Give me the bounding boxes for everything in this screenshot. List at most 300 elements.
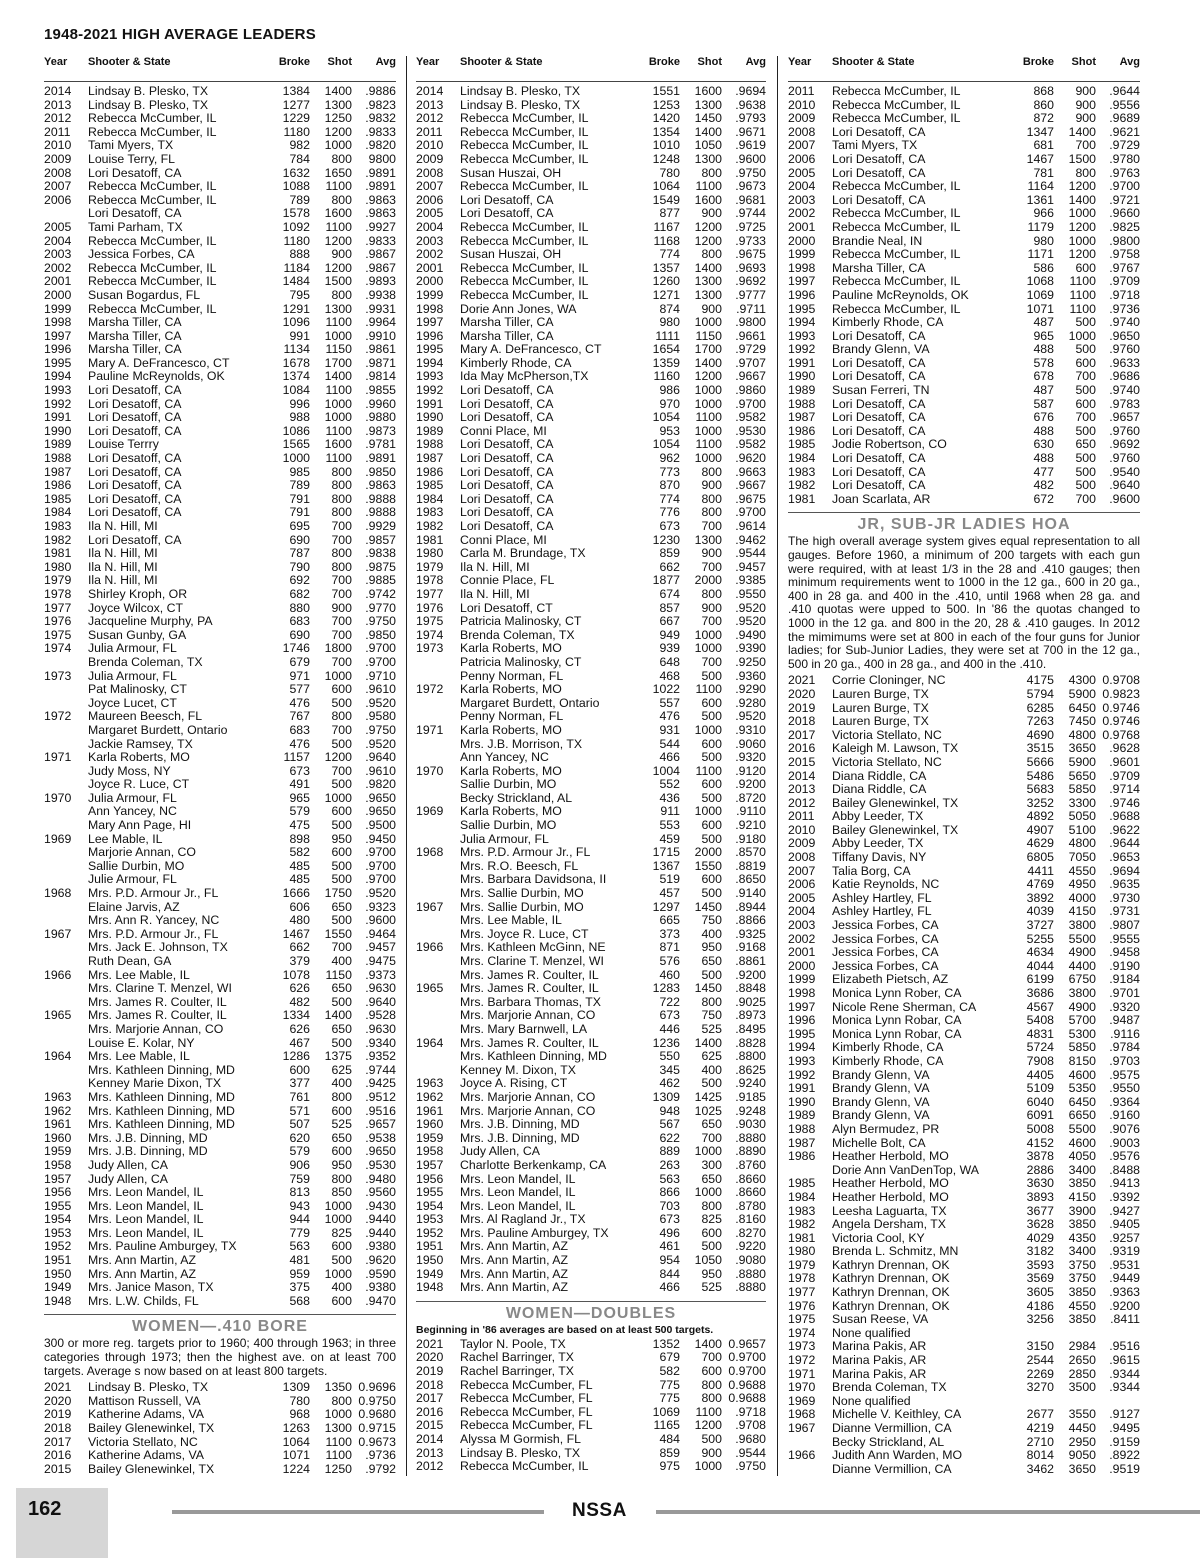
cell-shooter: Mrs. James R. Coulter, IL — [460, 1036, 599, 1050]
table-row — [788, 1191, 1140, 1205]
cell-avg: .9960 — [365, 397, 396, 411]
cell-year: 1978 — [44, 587, 72, 601]
cell-shooter: Mary A. DeFrancesco, CT — [460, 343, 602, 357]
cell-avg: .9888 — [365, 492, 396, 506]
cell-year: 2011 — [788, 810, 815, 824]
cell-year: 1990 — [788, 370, 816, 384]
table-row — [44, 1009, 396, 1023]
cell-year: 1984 — [788, 1190, 816, 1204]
cell-shot: 7450 — [1068, 715, 1096, 729]
cell-broke: 683 — [289, 615, 310, 629]
cell-shot: 500 — [1075, 384, 1096, 398]
table-row — [416, 1200, 766, 1214]
cell-shooter: Jessica Forbes, CA — [832, 919, 939, 933]
cell-year: 1989 — [788, 1109, 816, 1123]
cell-year: 1978 — [416, 574, 444, 588]
cell-shooter: Taylor N. Poole, TX — [460, 1337, 566, 1351]
cell-broke: 3252 — [1026, 796, 1054, 810]
cell-avg: .9290 — [735, 683, 766, 697]
table-row — [416, 1118, 766, 1132]
cell-shooter: Rebecca McCumber, IL — [460, 261, 589, 275]
cell-year: 2004 — [44, 234, 72, 248]
table-row — [788, 316, 1140, 330]
table-row — [44, 112, 396, 126]
table-header: Year Shooter & State Broke Shot Avg — [788, 56, 1140, 68]
cell-broke: 4039 — [1026, 905, 1054, 919]
cell-avg: .9600 — [1109, 492, 1140, 506]
cell-shot: 500 — [1075, 424, 1096, 438]
cell-shooter: Rebecca McCumber, IL — [460, 234, 589, 248]
table-row — [788, 1096, 1140, 1110]
cell-avg: .9708 — [735, 1419, 766, 1433]
cell-shot: 800 — [331, 288, 352, 302]
cell-shot: 1050 — [694, 139, 722, 153]
table-row — [44, 792, 396, 806]
cell-broke: 695 — [289, 520, 310, 533]
cell-avg: .9325 — [735, 927, 766, 941]
table-row — [44, 1254, 396, 1268]
cell-avg: .9736 — [365, 1449, 396, 1463]
cell-year: 1958 — [44, 1158, 72, 1172]
cell-broke: 1309 — [652, 1090, 680, 1104]
cell-shot: 6450 — [1068, 701, 1096, 715]
cell-broke: 4186 — [1026, 1299, 1054, 1313]
cell-year: 1996 — [788, 1014, 816, 1028]
table-row — [44, 1118, 396, 1132]
cell-shooter: Monica Lynn Robar, CA — [832, 1027, 962, 1041]
cell-year: 1954 — [44, 1213, 72, 1227]
cell-avg: .9210 — [735, 819, 766, 833]
cell-broke: 446 — [659, 1022, 680, 1036]
cell-shot: 1100 — [1069, 275, 1096, 289]
cell-year: 2020 — [44, 1394, 72, 1408]
cell-shooter: Charlotte Berkenkamp, CA — [460, 1158, 607, 1172]
cell-shooter: Jackie Ramsey, TX — [88, 737, 193, 751]
table-row — [788, 180, 1140, 194]
cell-avg: .9538 — [365, 1131, 396, 1145]
section-note: Beginning in '86 averages are based on at least 500 targets. — [416, 1323, 714, 1336]
cell-year: 2017 — [44, 1435, 72, 1449]
cell-shooter: Tami Parham, TX — [88, 220, 183, 234]
cell-avg: .9700 — [365, 873, 396, 887]
cell-year: 1948 — [416, 1281, 444, 1295]
cell-avg: .9653 — [1109, 851, 1140, 865]
cell-avg: .9615 — [1109, 1354, 1140, 1368]
cell-year: 2004 — [788, 180, 816, 194]
cell-shooter: Karla Roberts, MO — [460, 683, 562, 697]
table-row — [788, 1286, 1140, 1300]
table-row — [44, 928, 396, 942]
cell-shot: 650 — [331, 982, 352, 996]
cell-broke: 467 — [289, 1036, 310, 1050]
cell-year: 1970 — [44, 791, 72, 805]
table-row — [788, 987, 1140, 1001]
cell-shot: 500 — [1075, 479, 1096, 493]
table-row — [416, 656, 766, 670]
cell-year: 1968 — [788, 1408, 816, 1422]
cell-shot: 700 — [701, 520, 722, 533]
cell-shot: 1450 — [694, 982, 722, 996]
cell-shooter: None qualified — [832, 1326, 911, 1340]
cell-shooter: Judy Allen, CA — [88, 1158, 168, 1172]
cell-year: 1997 — [788, 1000, 816, 1014]
cell-broke: 6805 — [1026, 851, 1054, 865]
cell-year — [416, 1050, 460, 1064]
cell-broke: 482 — [1033, 479, 1054, 493]
cell-avg: .9458 — [1109, 946, 1140, 960]
table-row — [788, 1408, 1140, 1422]
cell-shot: 800 — [701, 1378, 722, 1392]
cell-avg: .9530 — [735, 424, 766, 438]
cell-year: 2002 — [788, 207, 816, 221]
cell-shooter: Mary Ann Page, HI — [88, 819, 192, 833]
cell-shooter: Ila N. Hill, MI — [460, 560, 530, 574]
cell-year — [416, 914, 460, 928]
cell-shooter: Brandie Neal, IN — [832, 234, 923, 248]
cell-shooter: Becky Strickland, AL — [832, 1435, 945, 1449]
leaders-table-col3 — [788, 85, 1140, 506]
cell-avg: .9380 — [365, 1240, 396, 1254]
cell-broke: 662 — [289, 941, 310, 955]
cell-broke: 5724 — [1026, 1041, 1054, 1055]
cell-shot: 1400 — [694, 261, 722, 275]
cell-shot: 625 — [701, 1050, 722, 1064]
cell-year: 1987 — [788, 411, 816, 425]
cell-shooter: Rebecca McCumber, IL — [88, 125, 217, 139]
cell-year: 2019 — [788, 701, 816, 715]
cell-year: 2013 — [788, 783, 816, 797]
cell-shooter: Diana Riddle, CA — [832, 769, 927, 783]
table-row — [416, 928, 766, 942]
cell-shot: 5900 — [1068, 755, 1096, 769]
cell-shot: 950 — [331, 832, 352, 846]
cell-year: 2007 — [416, 180, 444, 194]
cell-year — [44, 697, 88, 711]
cell-shot: 825 — [701, 1213, 722, 1227]
cell-year: 2013 — [416, 1446, 444, 1460]
table-row — [44, 139, 396, 153]
cell-broke: 1746 — [282, 642, 310, 656]
cell-broke: 931 — [659, 723, 680, 737]
cell-shooter: Lori Desatoff, CA — [460, 384, 554, 398]
cell-broke: 1054 — [652, 411, 680, 425]
cell-broke: 1549 — [652, 193, 680, 207]
table-row — [44, 1105, 396, 1119]
cell-shooter: Joyce R. Luce, CT — [88, 778, 190, 792]
table-row — [416, 1365, 766, 1379]
cell-avg: .9440 — [365, 1226, 396, 1240]
cell-year: 1994 — [788, 316, 816, 330]
cell-shooter: Lindsay B. Plesko, TX — [88, 85, 209, 98]
cell-shooter: Rebecca McCumber, FL — [460, 1405, 593, 1419]
cell-year: 1959 — [416, 1131, 444, 1145]
cell-broke: 857 — [659, 601, 680, 615]
cell-shot: 800 — [331, 547, 352, 561]
cell-shooter: Lori Desatoff, CA — [88, 397, 182, 411]
cell-avg: .9620 — [735, 452, 766, 466]
cell-shot: 1000 — [324, 411, 352, 425]
cell-year: 2016 — [44, 1449, 72, 1463]
cell-shot: 3500 — [1068, 1381, 1096, 1395]
cell-year: 1955 — [416, 1186, 444, 1200]
cell-avg: .8780 — [735, 1199, 766, 1213]
cell-broke: 898 — [289, 832, 310, 846]
cell-shot: 500 — [331, 778, 352, 792]
cell-year: 1998 — [44, 316, 72, 330]
cell-shot: 1700 — [324, 356, 352, 370]
cell-shooter: Mrs. J.B. Dinning, MD — [460, 1131, 580, 1145]
cell-avg: .9633 — [1109, 356, 1140, 370]
cell-year: 1981 — [416, 533, 444, 547]
cell-year: 1986 — [788, 424, 816, 438]
cell-avg: .9640 — [365, 995, 396, 1009]
table-row — [416, 534, 766, 548]
cell-year — [416, 860, 460, 874]
cell-shooter: Rebecca McCumber, IL — [460, 125, 589, 139]
table-row — [788, 1218, 1140, 1232]
table-row — [416, 642, 766, 656]
page-title: 1948-2021 HIGH AVERAGE LEADERS — [44, 26, 316, 43]
cell-year: 2007 — [788, 139, 816, 153]
cell-year: 1980 — [416, 547, 444, 561]
cell-broke: 681 — [1033, 139, 1054, 153]
table-row — [416, 1050, 766, 1064]
cell-shooter: Lindsay B. Plesko, TX — [460, 98, 581, 112]
cell-shot: 500 — [701, 887, 722, 901]
cell-year: 1969 — [788, 1394, 816, 1408]
cell-year: 1972 — [416, 683, 444, 697]
cell-shooter: Mrs. Jack E. Johnson, TX — [88, 941, 228, 955]
cell-broke: 3270 — [1026, 1381, 1054, 1395]
cell-shooter: Rachel Barringer, TX — [460, 1365, 574, 1379]
cell-avg: .9740 — [1109, 384, 1140, 398]
cell-shooter: Margaret Burdett, Ontario — [460, 696, 600, 710]
cell-year: 2013 — [416, 98, 444, 112]
cell-broke: 1171 — [1027, 248, 1054, 262]
cell-shot: 1400 — [1068, 193, 1096, 207]
cell-broke: 780 — [659, 166, 680, 180]
cell-shooter: Mrs. Marjorie Annan, CO — [460, 1009, 596, 1023]
cell-broke: 776 — [659, 506, 680, 520]
table-row — [44, 1449, 396, 1463]
cell-shooter: Lori Desatoff, CT — [460, 601, 553, 615]
cell-shot: 800 — [331, 1394, 352, 1408]
table-row — [416, 1105, 766, 1119]
table-row — [44, 316, 396, 330]
cell-avg: .9520 — [365, 696, 396, 710]
table-row — [416, 710, 766, 724]
table-row — [416, 289, 766, 303]
cell-shooter: Penny Norman, FL — [460, 710, 564, 724]
cell-broke: 939 — [659, 642, 680, 656]
cell-broke: 1164 — [1027, 180, 1054, 194]
cell-avg: .9750 — [735, 1460, 766, 1474]
cell-shot: 3800 — [1068, 919, 1096, 933]
cell-year: 1990 — [788, 1095, 816, 1109]
cell-year — [788, 1463, 832, 1477]
cell-broke: 3628 — [1026, 1218, 1054, 1232]
cell-year: 2002 — [416, 248, 444, 262]
cell-year: 1990 — [416, 411, 444, 425]
cell-avg: .8495 — [735, 1022, 766, 1036]
cell-avg: .9250 — [735, 655, 766, 669]
table-row — [788, 1463, 1140, 1477]
cell-shot: 650 — [1075, 438, 1096, 452]
table-row — [416, 1159, 766, 1173]
cell-broke: 1184 — [283, 261, 310, 275]
cell-year: 1975 — [44, 628, 72, 642]
cell-shooter: Brandy Glenn, VA — [832, 1068, 930, 1082]
cell-avg: .9320 — [735, 751, 766, 765]
table-row — [416, 751, 766, 765]
cell-shot: 1450 — [694, 112, 722, 126]
cell-broke: 943 — [289, 1199, 310, 1213]
cell-broke: 436 — [659, 791, 680, 805]
table-row — [44, 289, 396, 303]
table-row — [416, 1227, 766, 1241]
table-row — [416, 615, 766, 629]
table-row — [416, 996, 766, 1010]
cell-avg: .8488 — [1109, 1163, 1140, 1177]
cell-avg: .9575 — [1109, 1068, 1140, 1082]
cell-year: 1996 — [416, 329, 444, 343]
cell-shooter: Mrs. Leon Mandel, IL — [460, 1186, 576, 1200]
cell-shooter: Tami Myers, TX — [832, 139, 918, 153]
cell-shooter: Ila N. Hill, MI — [88, 520, 158, 533]
cell-avg: 0.9750 — [358, 1394, 396, 1408]
cell-avg: .9160 — [1109, 1109, 1140, 1123]
table-row — [44, 1281, 396, 1295]
cell-shooter: Shirley Kroph, OR — [88, 587, 188, 601]
cell-shot: 1300 — [324, 98, 352, 112]
table-row — [44, 1173, 396, 1187]
cell-shot: 4950 — [1068, 878, 1096, 892]
cell-broke: 630 — [1033, 438, 1054, 452]
table-row — [44, 1064, 396, 1078]
cell-shot: 3850 — [1068, 1218, 1096, 1232]
cell-shot: 1000 — [694, 397, 722, 411]
cell-shot: 900 — [1075, 85, 1096, 98]
cell-shot: 600 — [1075, 261, 1096, 275]
cell-avg: .9060 — [735, 737, 766, 751]
cell-broke: 662 — [659, 560, 680, 574]
cell-avg: .9622 — [1109, 823, 1140, 837]
cell-shot: 1350 — [324, 1381, 352, 1395]
cell-broke: 4629 — [1026, 837, 1054, 851]
cell-avg: .9640 — [1109, 479, 1140, 493]
table-row — [416, 425, 766, 439]
cell-year: 1992 — [788, 1068, 816, 1082]
cell-shooter: Becky Strickland, AL — [460, 791, 573, 805]
cell-shot: 1000 — [324, 1408, 352, 1422]
cell-shot: 1100 — [695, 1405, 722, 1419]
cell-broke: 948 — [659, 1104, 680, 1118]
cell-avg: .9310 — [735, 723, 766, 737]
cell-shot: 600 — [331, 683, 352, 697]
cell-year: 1981 — [44, 547, 72, 561]
cell-year — [44, 207, 88, 221]
cell-shot: 600 — [701, 819, 722, 833]
cell-broke: 476 — [659, 710, 680, 724]
cell-broke: 774 — [659, 248, 680, 262]
cell-year: 1967 — [788, 1422, 816, 1435]
table-row — [416, 1433, 766, 1447]
cell-broke: 1309 — [282, 1381, 310, 1395]
cell-shooter: Mrs. J.B. Dinning, MD — [460, 1118, 580, 1132]
cell-shooter: Rebecca McCumber, IL — [832, 220, 961, 234]
cell-shooter: Ann Yancey, NC — [460, 751, 549, 765]
cell-shooter: Conni Place, MI — [460, 533, 547, 547]
cell-year: 2015 — [44, 1462, 72, 1476]
cell-avg: .8411 — [1110, 1313, 1140, 1327]
cell-broke: 1165 — [653, 1419, 680, 1433]
cell-broke: 648 — [659, 655, 680, 669]
table-row — [788, 99, 1140, 113]
table-row — [44, 357, 396, 371]
table-row — [416, 112, 766, 126]
table-row — [788, 742, 1140, 756]
cell-shot: 1200 — [694, 370, 722, 384]
table-row — [44, 887, 396, 901]
cell-broke: 1248 — [652, 152, 680, 166]
cell-shooter: Lindsay B. Plesko, TX — [88, 98, 209, 112]
cell-avg: .9184 — [1109, 973, 1140, 987]
cell-avg: 0.9688 — [728, 1392, 766, 1406]
cell-broke: 692 — [289, 574, 310, 588]
cell-broke: 673 — [659, 1213, 680, 1227]
cell-shooter: Lori Desatoff, CA — [460, 520, 554, 533]
cell-shot: 1300 — [694, 98, 722, 112]
cell-broke: 1022 — [652, 683, 680, 697]
table-row — [44, 955, 396, 969]
page-footer — [0, 1488, 1200, 1558]
cell-avg: .8922 — [1109, 1449, 1140, 1463]
cell-year — [416, 969, 460, 983]
cell-shot: 800 — [701, 587, 722, 601]
cell-avg: .8866 — [735, 914, 766, 928]
column-divider — [406, 56, 407, 1476]
cell-broke: 986 — [659, 384, 680, 398]
cell-shot: 800 — [701, 248, 722, 262]
table-row — [416, 221, 766, 235]
cell-broke: 544 — [659, 737, 680, 751]
cell-shooter: Rebecca McCumber, IL — [832, 180, 961, 194]
cell-broke: 577 — [289, 683, 310, 697]
cell-shot: 5850 — [1068, 1041, 1096, 1055]
cell-avg: .9763 — [1109, 166, 1140, 180]
cell-shot: 900 — [701, 547, 722, 561]
cell-avg: .9380 — [365, 1281, 396, 1295]
cell-year: 1979 — [788, 1258, 816, 1272]
table-row — [416, 126, 766, 140]
cell-avg: .9520 — [735, 615, 766, 629]
cell-avg: .9700 — [365, 846, 396, 860]
table-row — [416, 819, 766, 833]
cell-avg: 0.9673 — [358, 1435, 396, 1449]
cell-year: 1957 — [44, 1172, 72, 1186]
cell-shot: 4400 — [1068, 959, 1096, 973]
cell-broke: 759 — [289, 1172, 310, 1186]
cell-broke: 375 — [289, 1281, 310, 1295]
cell-shooter: Victoria Cool, KY — [832, 1231, 925, 1245]
cell-shooter: Mrs. Kathleen Dinning, MD — [88, 1104, 235, 1118]
cell-shooter: Brandy Glenn, VA — [832, 1095, 930, 1109]
table-row — [416, 792, 766, 806]
cell-avg: .9390 — [735, 642, 766, 656]
cell-year: 1976 — [44, 615, 72, 629]
cell-broke: 1224 — [282, 1462, 310, 1476]
cell-broke: 673 — [659, 520, 680, 533]
